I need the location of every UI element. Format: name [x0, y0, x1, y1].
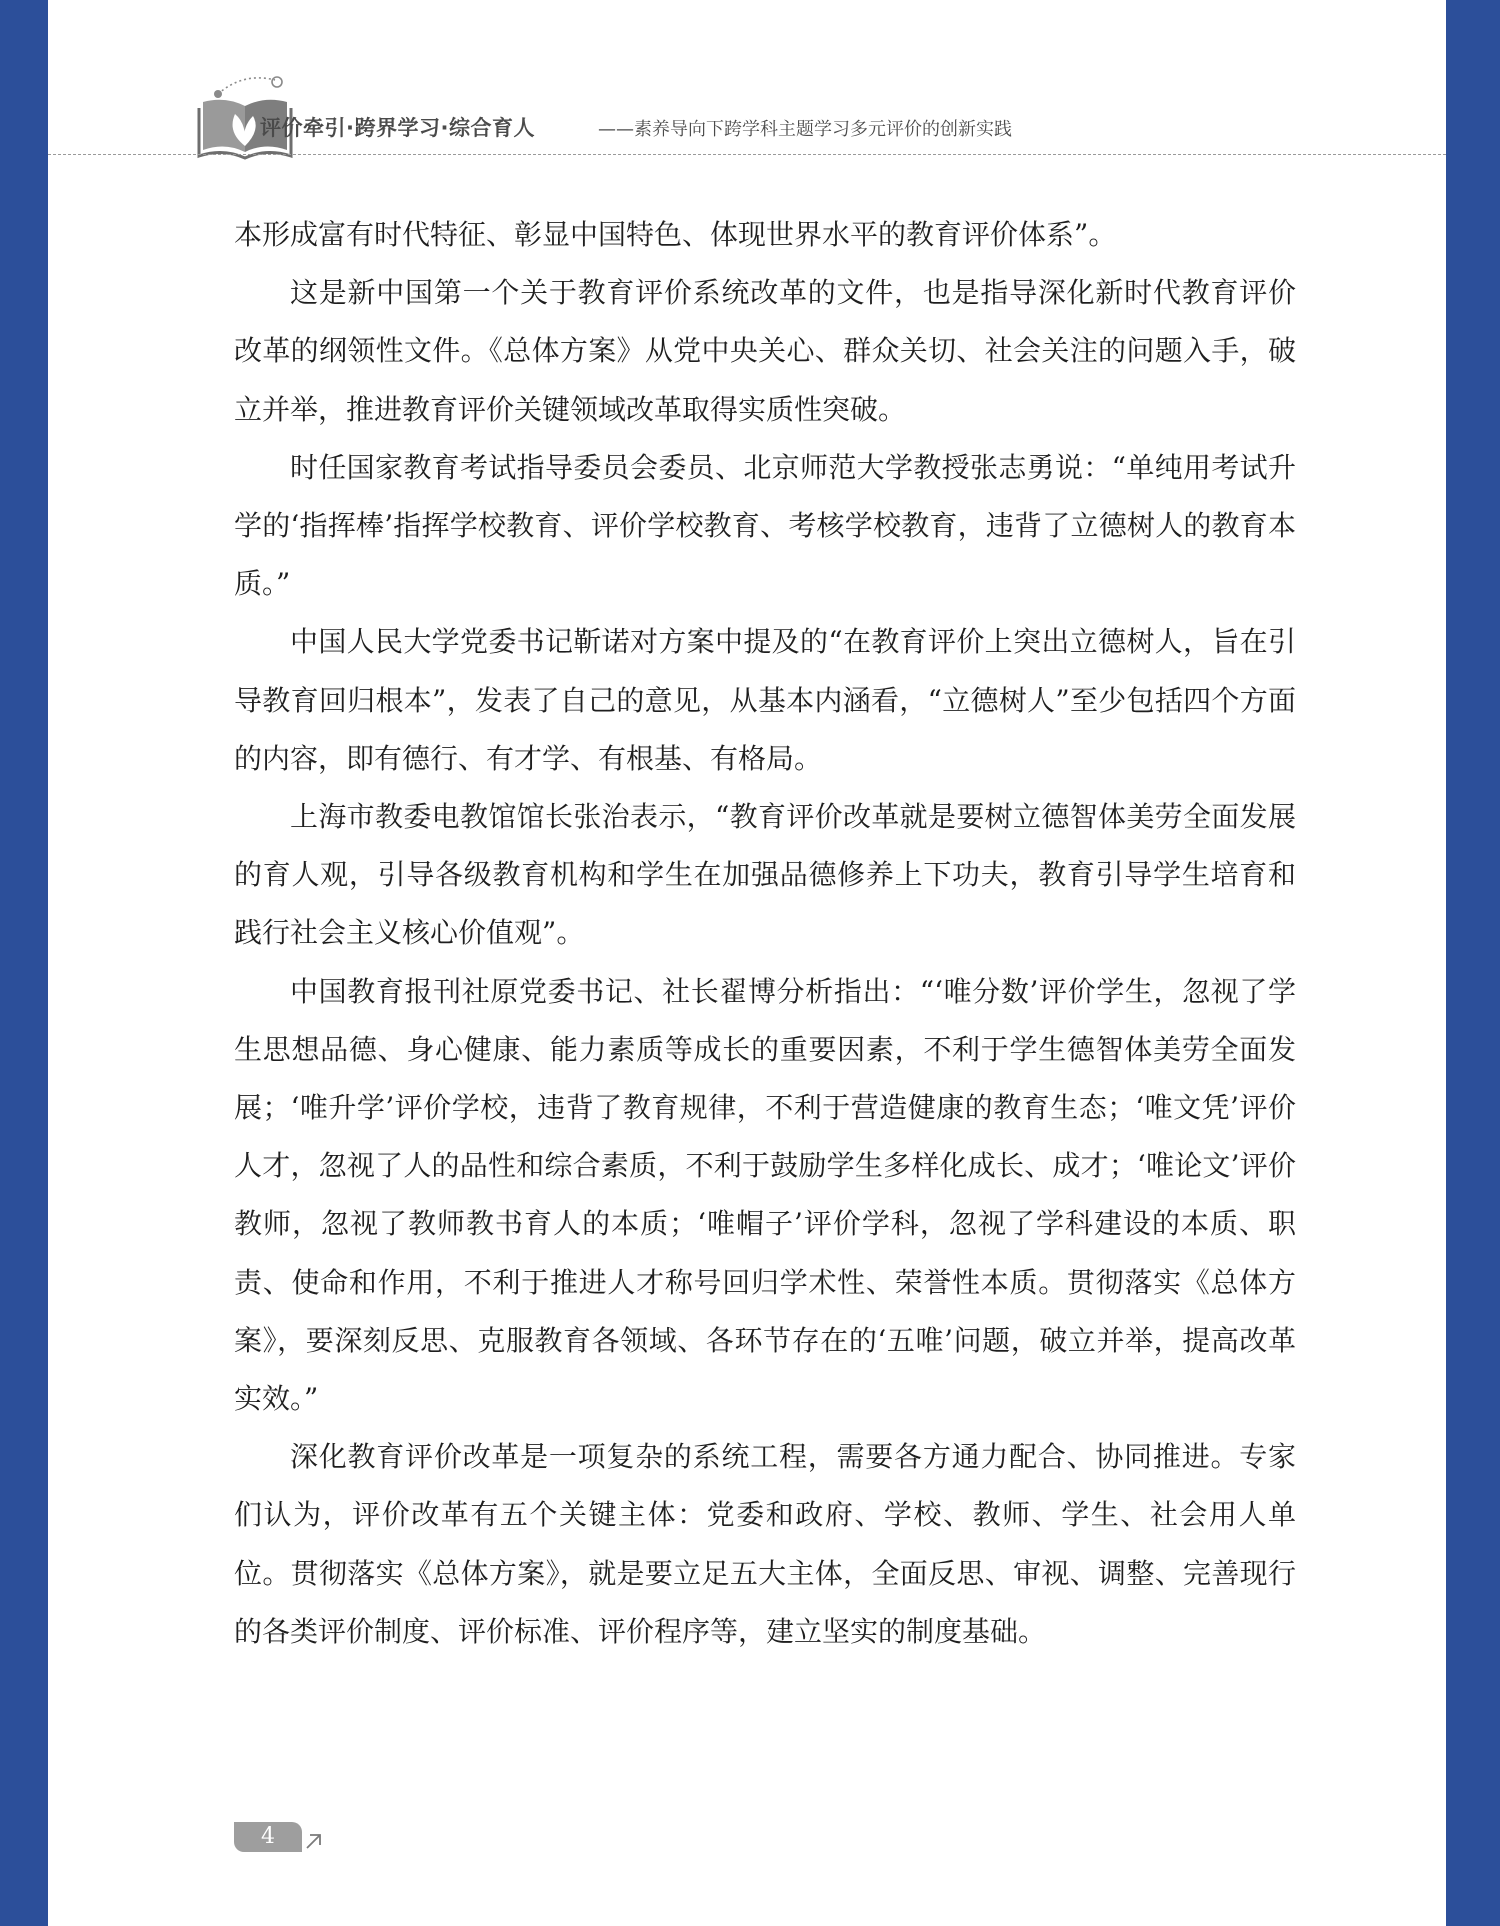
paragraph: 这是新中国第一个关于教育评价系统改革的文件，也是指导深化新时代教育评价改革的纲领性文件。《总体方案》从党中央关心、群众关切、社会关注的问题入手，破立并举，推进教育评价关键领域改革取得实质性突破。: [234, 276, 1296, 426]
header-divider: [48, 154, 1446, 155]
paragraph: 上海市教委电教馆馆长张治表示，“教育评价改革就是要树立德智体美劳全面发展的育人观，引导各级教育机构和学生在加强品德修养上下功夫，教育引导学生培育和践行社会主义核心价值观”。: [234, 800, 1296, 950]
paragraph: 中国教育报刊社原党委书记、社长翟博分析指出：“‘唯分数’评价学生，忽视了学生思想品德、身心健康、能力素质等成长的重要因素，不利于学生德智体美劳全面发展；‘唯升学’评价学校，违背了教育规律，不利于营造健康的教育生态；‘唯文凭’评价人才，忽视了人的品性和综合素质，不利于鼓励学生多样化成长、成才；‘唯论文’评价教师，忽视了教师教书育人的本质；‘唯帽子’评价学科，忽视了学科建设的本质、职责、使命和作用，不利于推进人才称号回归学术性、荣誉性本质。贯彻落实《总体方案》，要深刻反思、克服教育各领域、各环节存在的‘五唯’问题，破立并举，提高改革实效。”: [234, 974, 1296, 1416]
paragraph: 本形成富有时代特征、彰显中国特色、体现世界水平的教育评价体系”。: [234, 218, 1117, 251]
paragraph: 深化教育评价改革是一项复杂的系统工程，需要各方通力配合、协同推进。专家们认为，评价改革有五个关键主体：党委和政府、学校、教师、学生、社会用人单位。贯彻落实《总体方案》，就是要立足五大主体，全面反思、审视、调整、完善现行的各类评价制度、评价标准、评价程序等，建立坚实的制度基础。: [234, 1440, 1296, 1648]
corner-arrow-icon: [303, 1830, 325, 1852]
page-number: 4: [234, 1822, 302, 1852]
document-page: [48, 0, 1446, 1926]
running-header: [48, 0, 1446, 160]
book-subtitle: ——素养导向下跨学科主题学习多元评价的创新实践: [598, 119, 1012, 140]
book-title: 评价牵引·跨界学习·综合育人: [260, 116, 535, 140]
paragraph: 中国人民大学党委书记靳诺对方案中提及的“在教育评价上突出立德树人，旨在引导教育回归根本”，发表了自己的意见，从基本内涵看，“立德树人”至少包括四个方面的内容，即有德行、有才学、有根基、有格局。: [234, 625, 1296, 775]
body-text: [234, 206, 1296, 1661]
paragraph: 时任国家教育考试指导委员会委员、北京师范大学教授张志勇说：“单纯用考试升学的‘指挥棒’指挥学校教育、评价学校教育、考核学校教育，违背了立德树人的教育本质。”: [234, 450, 1296, 601]
